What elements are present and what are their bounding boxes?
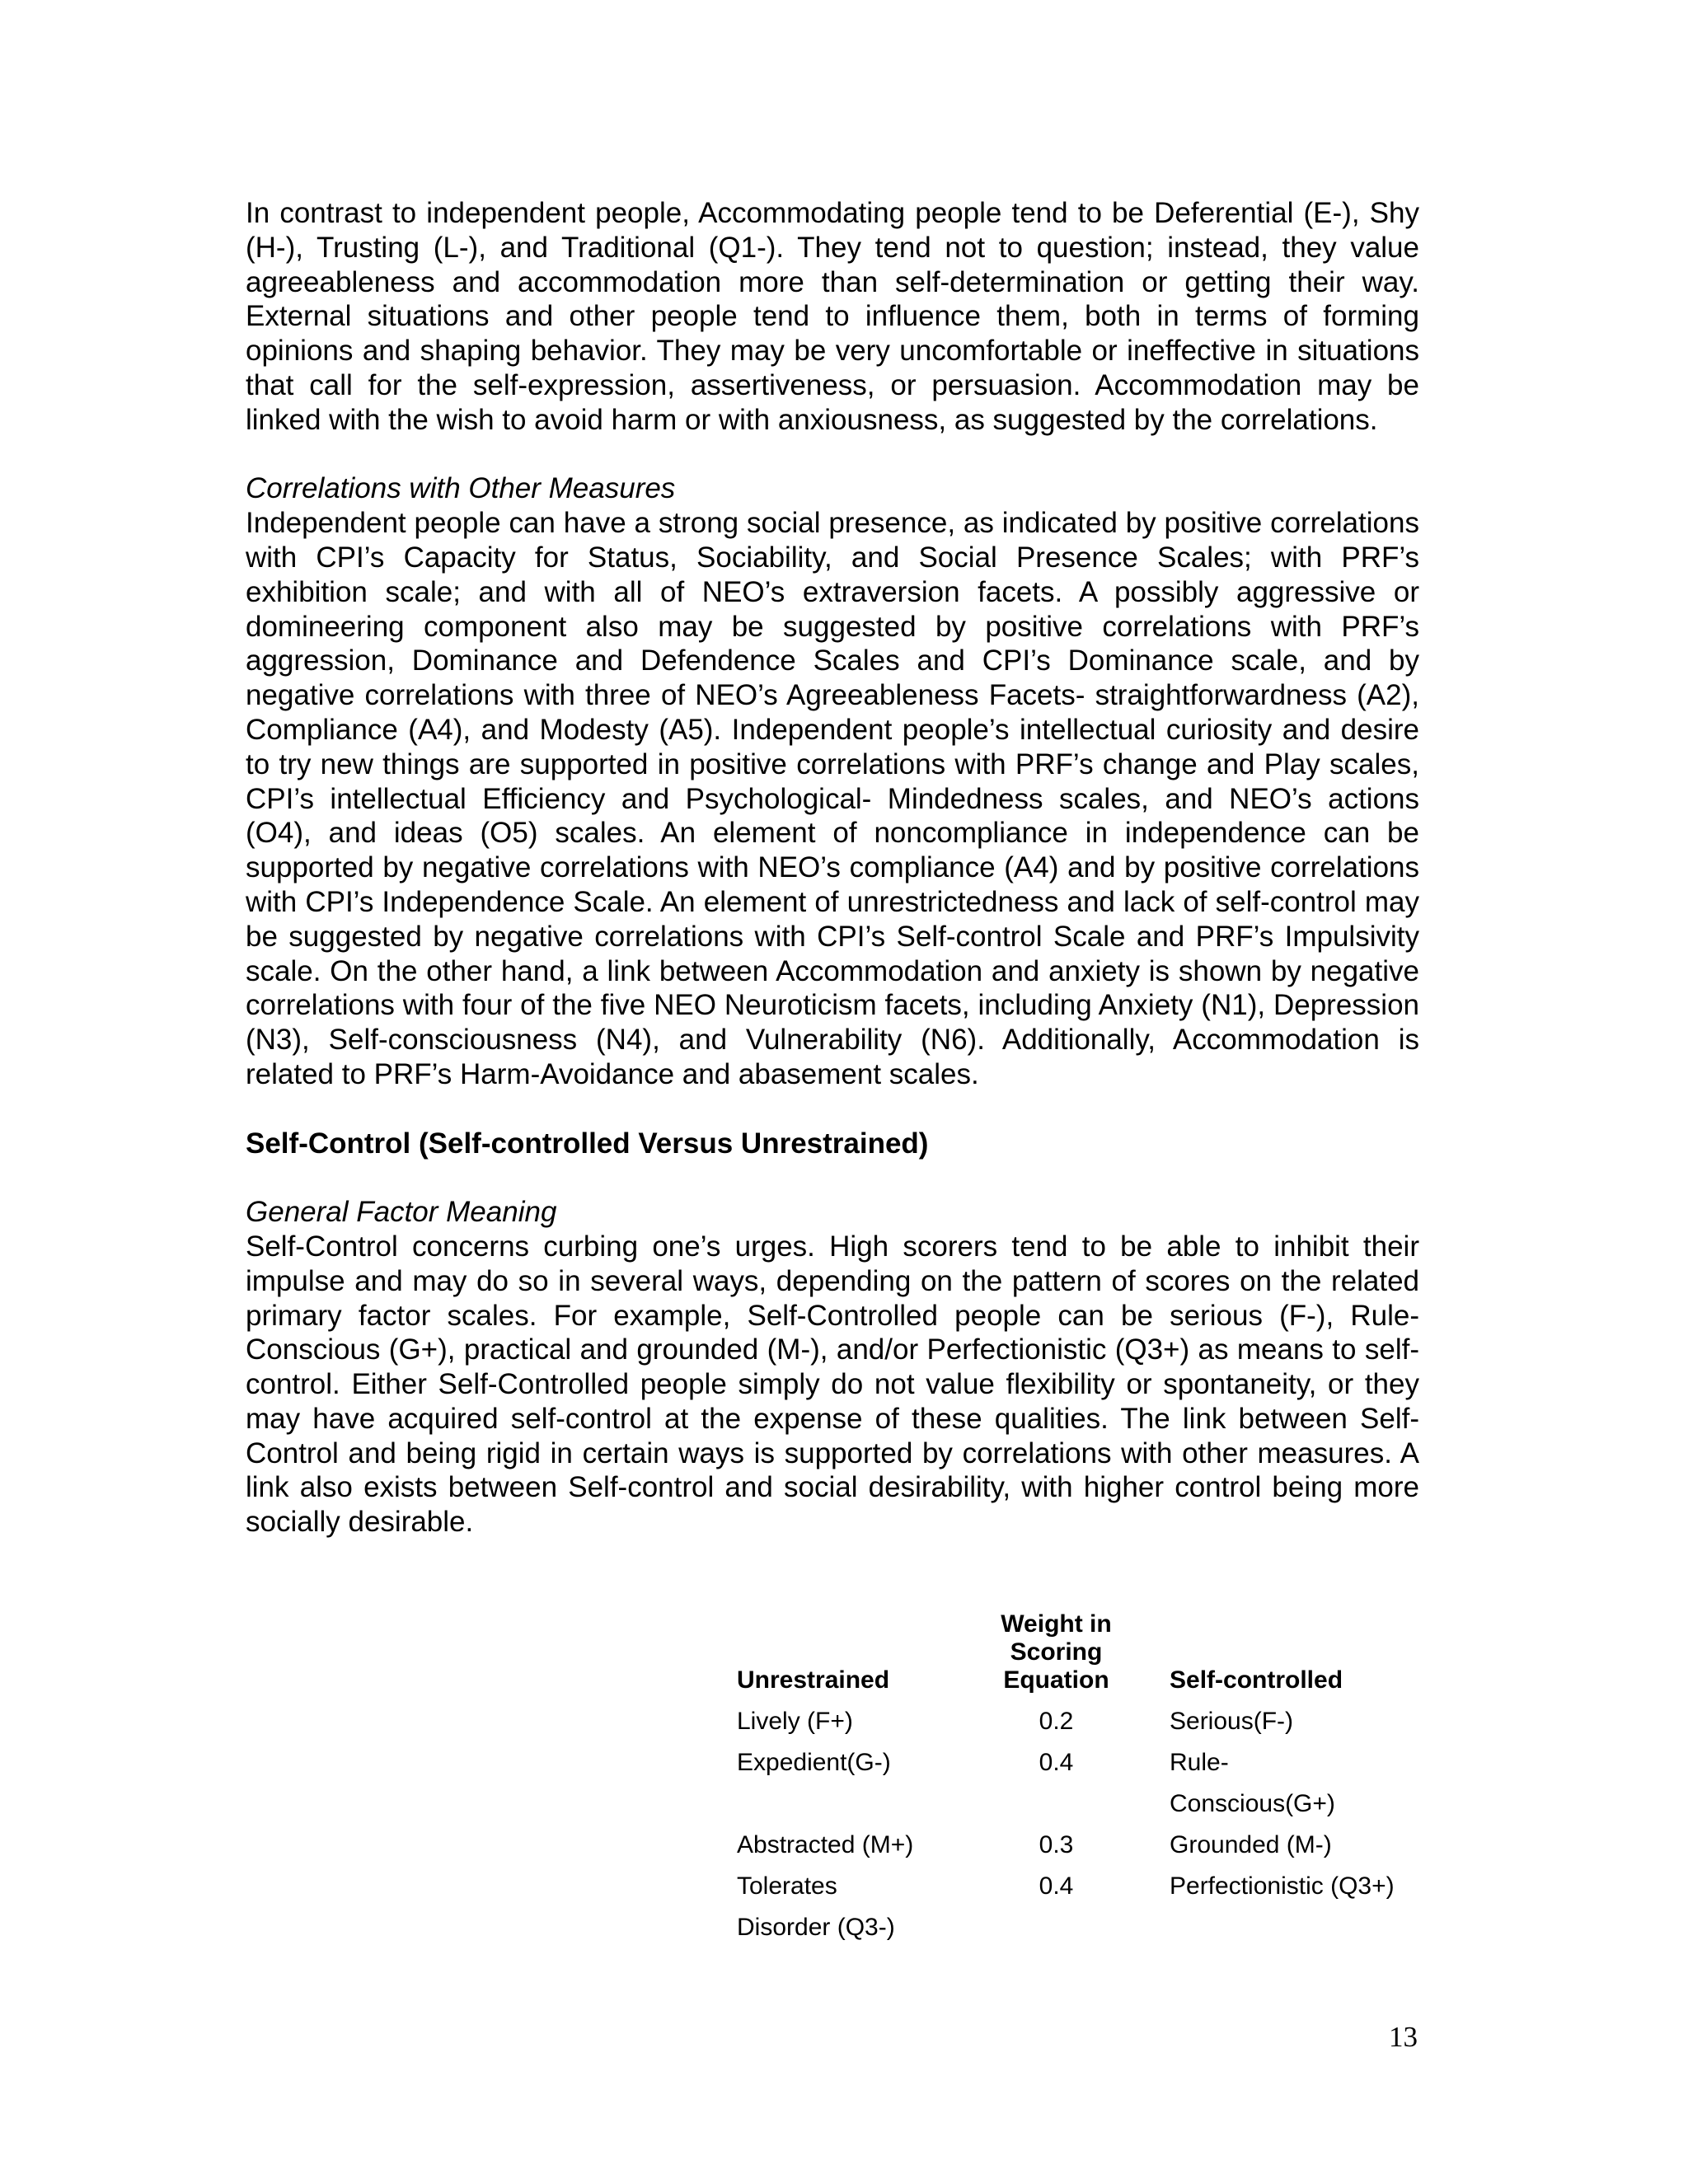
header-unrestrained: Unrestrained [737,1666,890,1694]
correlations-paragraph: Independent people can have a strong social presence, as indicated by positive correlations with CPI’s Capacity for Status, Sociability, and Social Presence Scales; with PRF’s exhibition scale; and with all of NEO’s extraversion facets. A possibly aggressive or domineering component also may be suggested by positive correlations with PRF’s aggression, Dominance and Defendence Scales and CPI’s Dominance scale, and by negative correlations with three of NEO’s Agreeableness Facets- straightforwardness (A2), Compliance (A4), and Modesty (A5). Independent people’s intellectual curiosity and desire to try new things are supported in positive correlations with PRF’s change and Play scales, CPI’s intellectual Efficiency and Psychological- Mindedness scales, and NEO’s actions (O4), and ideas (O5) scales. An element of noncompliance in independence can be supported by negative correlations with NEO’s compliance (A4) and by positive correlations with CPI’s Independence Scale. An element of unrestrictedness and lack of self-control may be suggested by negative correlations with CPI’s Self-control Scale and PRF’s Impulsivity scale. On the other hand, a link between Accommodation and anxiety is shown by negative correlations with four of the five NEO Neuroticism facets, including Anxiety (N1), Depression (N3), Self-consciousness (N4), and Vulnerability (N6). Additionally, Accommodation is related to PRF’s Harm-Avoidance and abasement scales. [246,507,1419,1090]
table-row [737,1907,1413,1948]
scoring-weights-table [737,1610,1413,1948]
accommodating-paragraph: In contrast to independent people, Accommodating people tend to be Deferential (E-), Shy (H-), Trusting (L-), and Traditional (Q1-). They tend not to question; instead, they value agreeableness and accommodation more than self-determination or getting their way. External situations and other people tend to influence them, both in terms of forming opinions and shaping behavior. They may be very uncomfortable or ineffective in situations that call for the self-expression, assertiveness, or persuasion. Accommodation may be linked with the wish to avoid harm or with anxiousness, as suggested by the correlations. [246,197,1419,436]
page-content [246,196,1419,1540]
header-weight [943,1610,1170,1701]
self-controlled-cell: Rule- [1170,1749,1229,1776]
header-self-controlled: Self-controlled [1170,1666,1343,1694]
unrestrained-cell: Abstracted (M+) [737,1831,914,1858]
header-weight-line3: Equation [1003,1666,1109,1694]
weight-cell: 0.3 [1039,1831,1074,1858]
unrestrained-cell: Tolerates [737,1872,837,1900]
self-controlled-cell: Grounded (M-) [1170,1831,1332,1858]
self-controlled-cell: Conscious(G+) [1170,1790,1335,1817]
weight-cell [943,1907,1170,1948]
table-header-row [737,1610,1413,1701]
table-row [737,1701,1413,1742]
table-row [737,1866,1413,1907]
weight-cell: 0.4 [1039,1872,1074,1900]
general-factor-paragraph: Self-Control concerns curbing one’s urges. High scorers tend to be able to inhibit their impulse and may do so in several ways, depending on the pattern of scores on the related primary factor scales. For example, Self-Controlled people can be serious (F-), Rule- Conscious (G+), practical and grounded (M-), and/or Perfectionistic (Q3+) as means to self-control. Either Self-Controlled people simply do not value flexibility or spontaneity, or they may have acquired self-control at the expense of these qualities. The link between Self-Control and being rigid in certain ways is supported by correlations with other measures. A link also exists between Self-control and social desirability, with higher control being more socially desirable. [246,1230,1419,1539]
unrestrained-cell: Disorder (Q3-) [737,1914,895,1941]
self-controlled-cell: Perfectionistic (Q3+) [1170,1872,1395,1900]
unrestrained-cell: Expedient(G-) [737,1749,891,1776]
general-factor-subheading: General Factor Meaning [246,1196,557,1229]
self-control-section-heading: Self-Control (Self-controlled Versus Unrestrained) [246,1127,929,1160]
unrestrained-cell: Lively (F+) [737,1708,853,1735]
weight-cell: 0.2 [1039,1708,1074,1735]
table-row [737,1783,1413,1825]
table-row [737,1742,1413,1783]
self-controlled-cell: Serious(F-) [1170,1708,1294,1735]
unrestrained-cell [737,1783,943,1825]
table-row [737,1825,1413,1866]
header-weight-line2: Scoring [1010,1638,1103,1666]
header-weight-line1: Weight in [1001,1610,1112,1638]
weight-cell: 0.4 [1039,1749,1074,1776]
weight-cell [943,1783,1170,1825]
page-number: 13 [1389,2021,1418,2053]
self-controlled-cell [1170,1907,1413,1948]
correlations-subheading: Correlations with Other Measures [246,472,676,505]
